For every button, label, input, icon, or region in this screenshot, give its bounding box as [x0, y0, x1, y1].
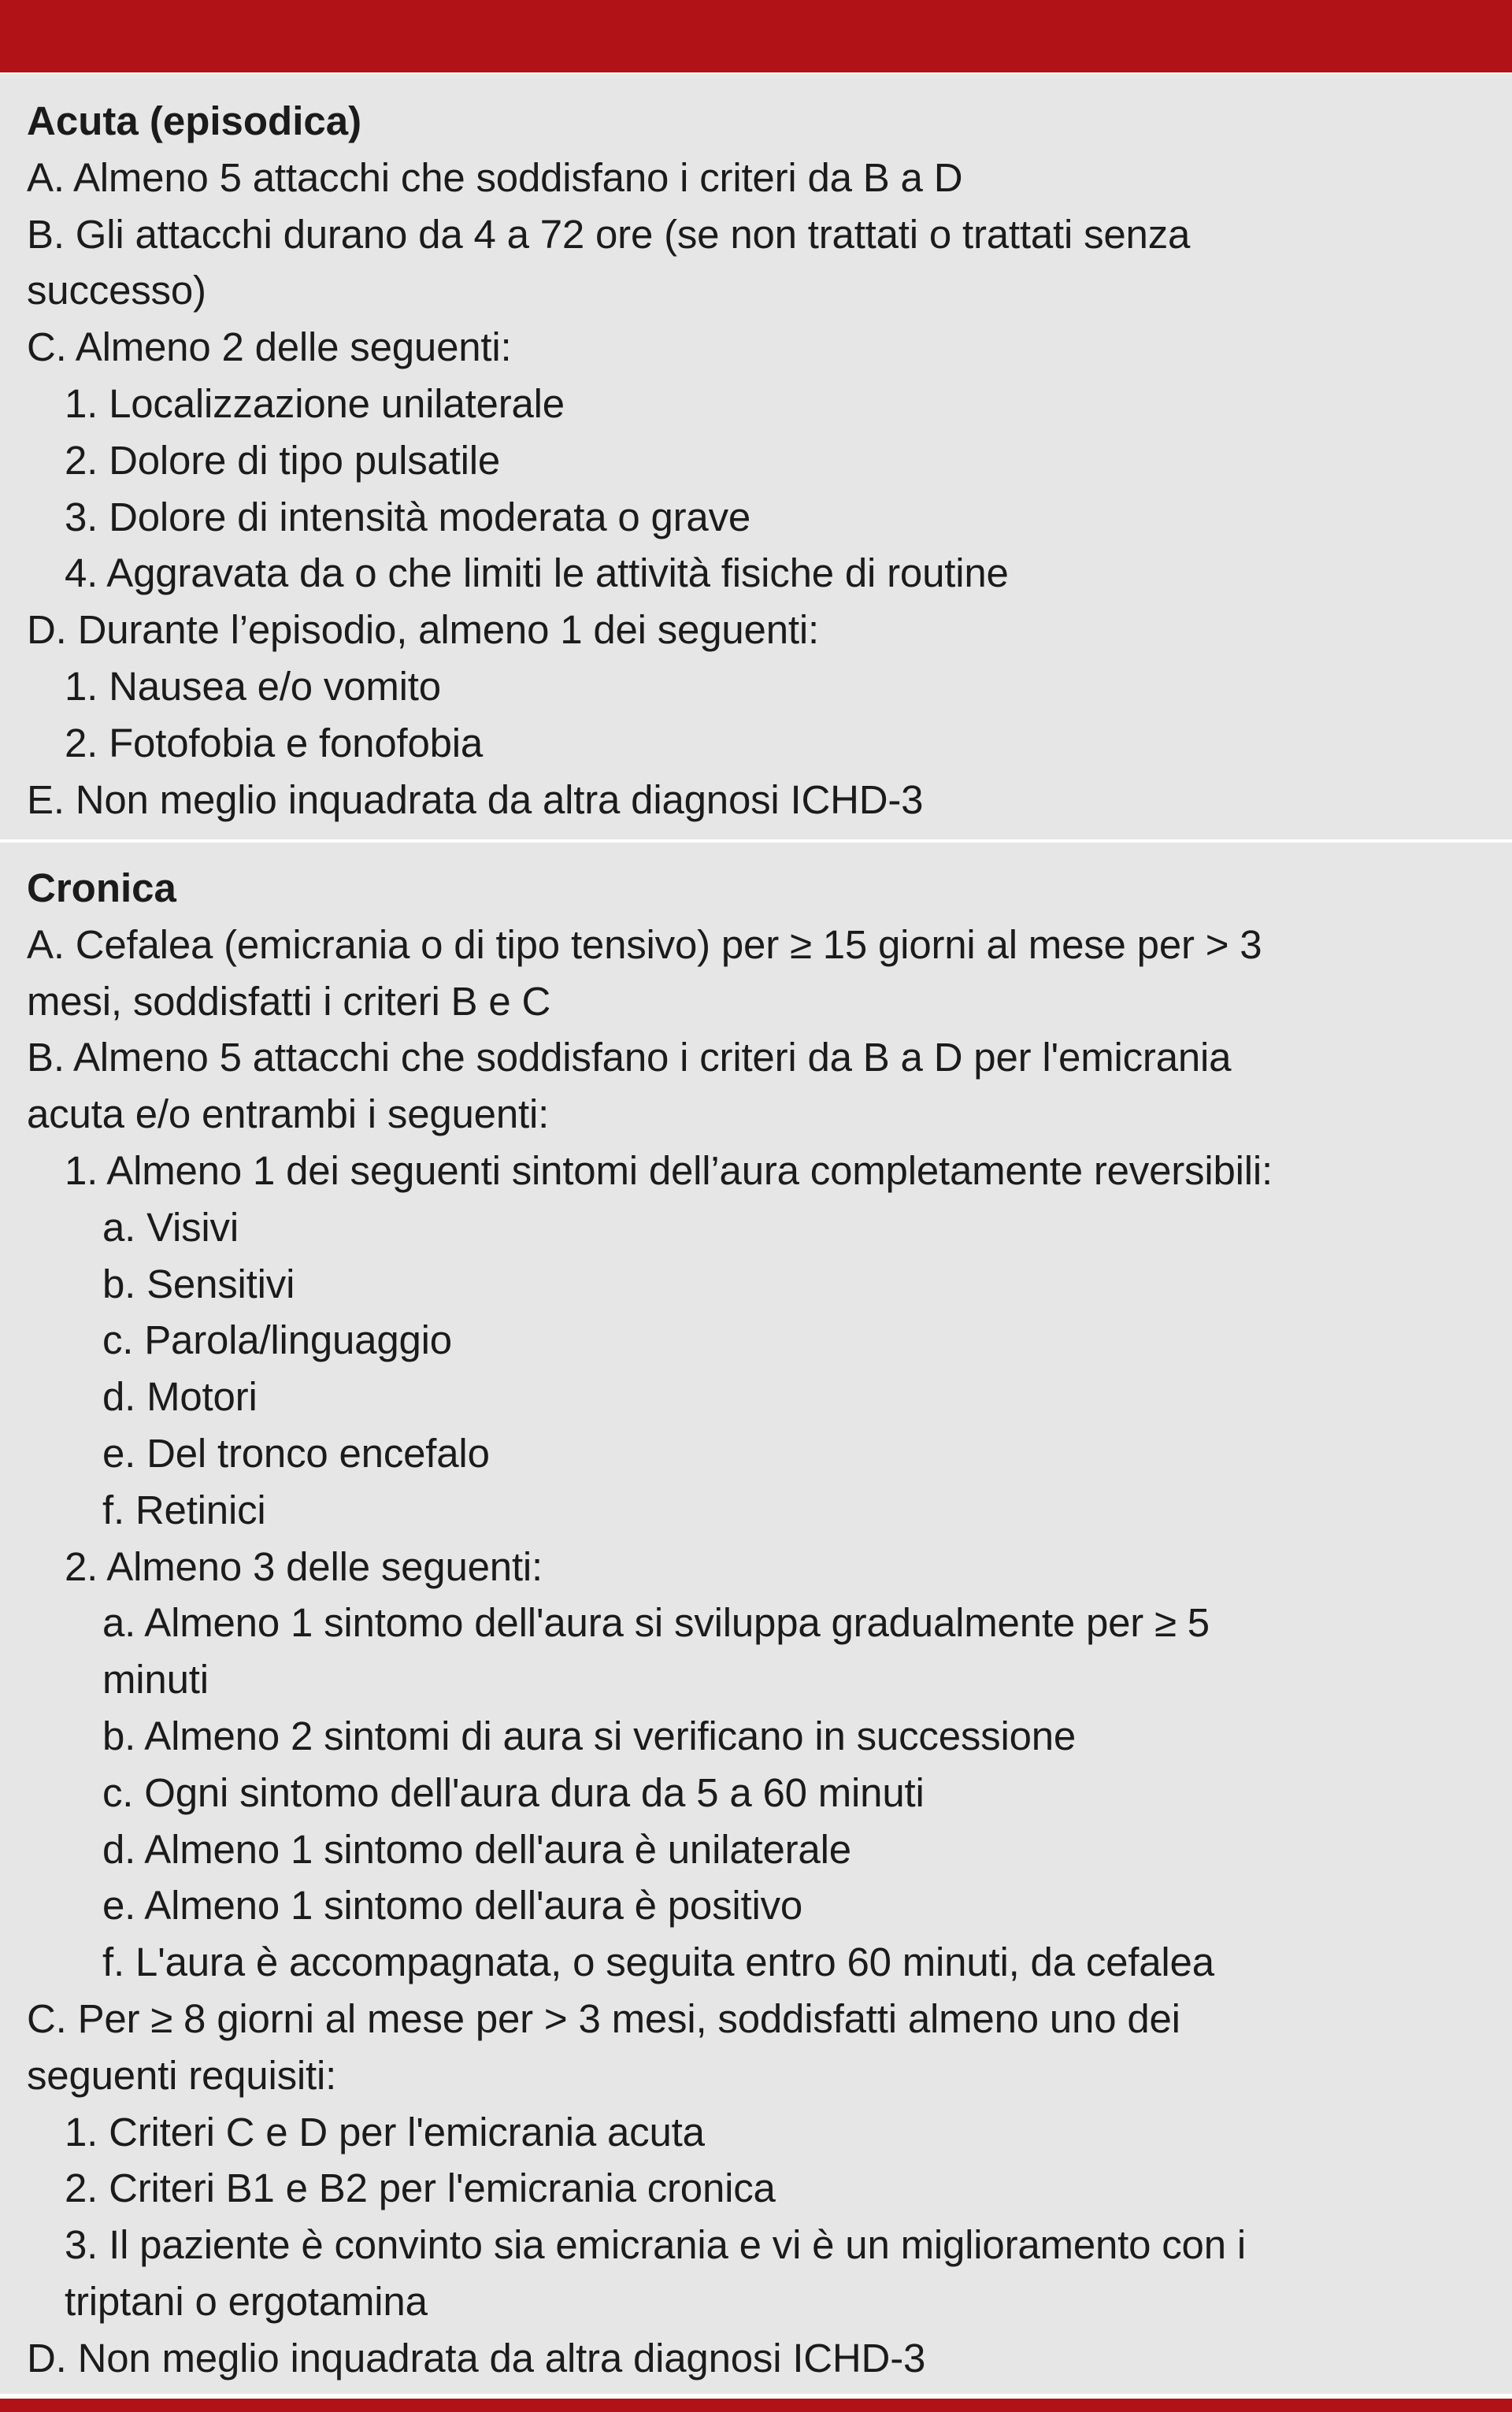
criterion-d: D. Non meglio inquadrata da altra diagnosi ICHD-3 — [27, 2335, 926, 2381]
criterion-a: A. Cefalea (emicrania o di tipo tensivo) per ≥ 15 giorni al mese per > 3 — [27, 921, 1262, 967]
aura-symptom-motori: d. Motori — [102, 1374, 258, 1420]
aura-feature-b: b. Almeno 2 sintomi di aura si verificano in successione — [102, 1713, 1077, 1758]
table-header-bar — [0, 0, 1512, 72]
aura-symptom-visivi: a. Visivi — [102, 1204, 239, 1250]
criterion-b-item-1: 1. Almeno 1 dei seguenti sintomi dell’aura completamente reversibili: — [65, 1147, 1273, 1193]
criterion-b: B. Almeno 5 attacchi che soddisfano i criteri da B a D per l'emicrania — [27, 1035, 1232, 1080]
criterion-b: B. Gli attacchi durano da 4 a 72 ore (se non trattati o trattati senza — [27, 211, 1191, 257]
section-heading-cronica: Cronica — [27, 865, 176, 910]
section-cronica — [0, 843, 1512, 2394]
criterion-c-item-2: 2. Dolore di tipo pulsatile — [65, 437, 501, 483]
aura-symptom-tronco: e. Del tronco encefalo — [102, 1430, 490, 1476]
criterion-c-item-1: 1. Criteri C e D per l'emicrania acuta — [65, 2109, 705, 2154]
criterion-d-item-2: 2. Fotofobia e fonofobia — [65, 720, 484, 765]
aura-feature-d: d. Almeno 1 sintomo dell'aura è unilaterale — [102, 1826, 851, 1872]
criterion-b-continued: successo) — [27, 268, 206, 313]
criterion-b-item-2: 2. Almeno 3 delle seguenti: — [65, 1543, 543, 1589]
aura-feature-a-continued: minuti — [102, 1657, 209, 1702]
aura-feature-c: c. Ogni sintomo dell'aura dura da 5 a 60 minuti — [102, 1769, 925, 1815]
section-acuta — [0, 74, 1512, 839]
criterion-d-item-1: 1. Nausea e/o vomito — [65, 663, 441, 709]
table-footer-bar — [0, 2399, 1512, 2412]
aura-feature-a: a. Almeno 1 sintomo dell'aura si sviluppa gradualmente per ≥ 5 — [102, 1600, 1210, 1646]
aura-symptom-parola: c. Parola/linguaggio — [102, 1317, 452, 1363]
criterion-c-item-1: 1. Localizzazione unilaterale — [65, 380, 565, 426]
criterion-c-item-2: 2. Criteri B1 e B2 per l'emicrania cronica — [65, 2166, 776, 2211]
criterion-c-item-3-continued: triptani o ergotamina — [65, 2278, 428, 2324]
criterion-e: E. Non meglio inquadrata da altra diagnosi ICHD-3 — [27, 776, 924, 822]
aura-symptom-retinici: f. Retinici — [102, 1487, 266, 1532]
criterion-c: C. Almeno 2 delle seguenti: — [27, 324, 512, 370]
aura-feature-e: e. Almeno 1 sintomo dell'aura è positivo — [102, 1883, 803, 1928]
aura-feature-f: f. L'aura è accompagnata, o seguita entro 60 minuti, da cefalea — [102, 1940, 1214, 1985]
section-heading-acuta: Acuta (episodica) — [27, 98, 362, 143]
criterion-c: C. Per ≥ 8 giorni al mese per > 3 mesi, soddisfatti almeno uno dei — [27, 1995, 1180, 2041]
criterion-a: A. Almeno 5 attacchi che soddisfano i criteri da B a D — [27, 154, 963, 200]
criterion-c-item-3: 3. Il paziente è convinto sia emicrania e vi è un miglioramento con i — [65, 2222, 1246, 2268]
criterion-c-item-4: 4. Aggravata da o che limiti le attività fisiche di routine — [65, 550, 1009, 596]
criterion-c-item-3: 3. Dolore di intensità moderata o grave — [65, 494, 751, 539]
criterion-c-continued: seguenti requisiti: — [27, 2052, 337, 2098]
criterion-b-continued: acuta e/o entrambi i seguenti: — [27, 1091, 550, 1137]
criterion-a-continued: mesi, soddisfatti i criteri B e C — [27, 978, 551, 1024]
aura-symptom-sensitivi: b. Sensitivi — [102, 1261, 295, 1306]
criterion-d: D. Durante l’episodio, almeno 1 dei seguenti: — [27, 607, 819, 653]
